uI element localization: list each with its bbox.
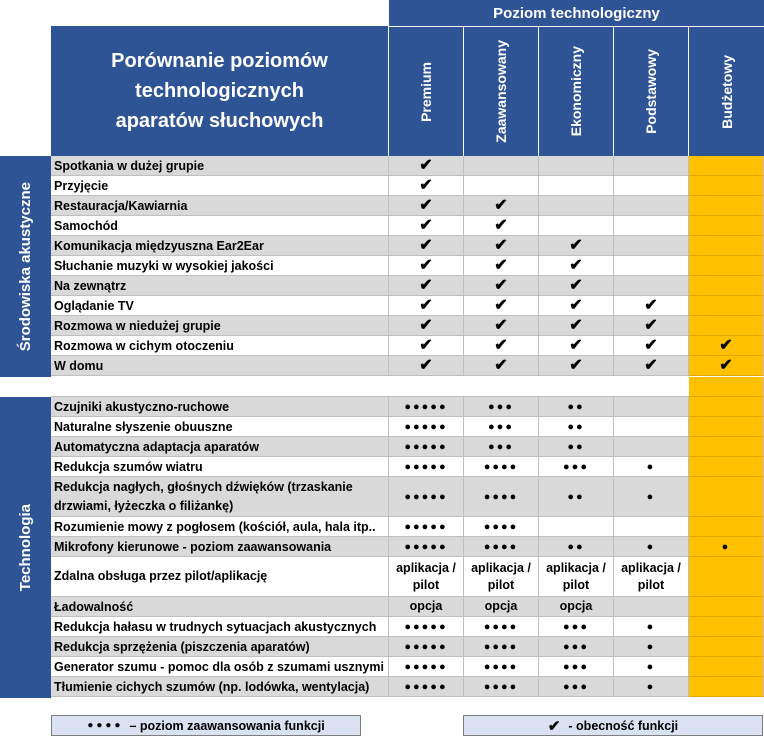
acoustic-row-label: Samochód	[51, 216, 389, 236]
acoustic-cell	[464, 236, 539, 256]
technology-cell	[389, 517, 464, 537]
technology-cell	[689, 477, 764, 517]
technology-row-label: Redukcja nagłych, głośnych dźwięków (trzaskanie drzwiami, łyżeczka o filiżankę)	[51, 477, 389, 517]
check-icon: ✔	[419, 316, 433, 334]
technology-cell	[614, 637, 689, 657]
level-dots: ●●●	[563, 660, 589, 673]
acoustic-cell	[539, 316, 614, 336]
acoustic-row-label: Przyjęcie	[51, 176, 389, 196]
technology-cell	[389, 677, 464, 697]
legend-check	[463, 715, 763, 736]
cell-value: aplikacja / pilot	[396, 560, 456, 592]
acoustic-cell	[689, 176, 764, 196]
technology-cell	[614, 397, 689, 417]
acoustic-cell	[614, 356, 689, 376]
acoustic-cell	[389, 256, 464, 276]
level-dots: ●	[646, 640, 656, 653]
check-icon: ✔	[644, 356, 658, 374]
check-icon: ✔	[494, 236, 508, 254]
level-dots: ●●●●●	[404, 660, 448, 673]
level-dots: ●●●●	[483, 490, 519, 503]
acoustic-cell	[389, 236, 464, 256]
level-dots: ●●●●●	[404, 640, 448, 653]
check-icon: ✔	[494, 316, 508, 334]
technology-cell	[464, 557, 539, 597]
technology-row-label: Rozumienie mowy z pogłosem (kościół, aula, hala itp..	[51, 517, 389, 537]
acoustic-cell	[539, 196, 614, 216]
acoustic-row-label: Rozmowa w niedużej grupie	[51, 316, 389, 336]
technology-row-label: Czujniki akustyczno-ruchowe	[51, 397, 389, 417]
acoustic-cell	[464, 256, 539, 276]
acoustic-cell	[614, 316, 689, 336]
acoustic-cell	[389, 336, 464, 356]
column-header-ekonomiczny	[539, 26, 614, 156]
acoustic-cell	[689, 316, 764, 336]
check-icon: ✔	[569, 256, 583, 274]
level-dots: ●●●●●	[404, 420, 448, 433]
column-header-premium	[389, 26, 464, 156]
check-icon: ✔	[419, 176, 433, 194]
technology-cell	[689, 637, 764, 657]
technology-cell	[614, 677, 689, 697]
legend-dots-symbol: ●●●●	[87, 720, 124, 731]
acoustic-cell	[389, 176, 464, 196]
technology-cell	[689, 517, 764, 537]
technology-cell	[464, 457, 539, 477]
acoustic-cell	[539, 296, 614, 316]
acoustic-cell	[539, 236, 614, 256]
level-dots: ●●●●	[483, 460, 519, 473]
acoustic-cell	[464, 356, 539, 376]
level-dots: ●●●●●	[404, 620, 448, 633]
level-dots: ●●●	[563, 460, 589, 473]
level-dots: ●	[646, 460, 656, 473]
check-icon: ✔	[419, 196, 433, 214]
acoustic-cell	[539, 156, 614, 176]
technology-row-label: Automatyczna adaptacja aparatów	[51, 437, 389, 457]
acoustic-cell	[539, 276, 614, 296]
technology-row-label: Redukcja szumów wiatru	[51, 457, 389, 477]
check-icon: ✔	[494, 276, 508, 294]
level-dots: ●●●●●	[404, 520, 448, 533]
technology-cell	[389, 557, 464, 597]
acoustic-cell	[689, 336, 764, 356]
technology-cell	[614, 517, 689, 537]
technology-cell	[464, 677, 539, 697]
level-dots: ●	[646, 490, 656, 503]
check-icon: ✔	[547, 717, 561, 735]
column-header-label: Podstawowy	[643, 49, 659, 134]
technology-cell	[614, 417, 689, 437]
level-dots: ●●●●●	[404, 540, 448, 553]
acoustic-cell	[464, 216, 539, 236]
main-title-cell	[51, 26, 389, 156]
technology-cell	[539, 517, 614, 537]
check-icon: ✔	[419, 336, 433, 354]
acoustic-cell	[539, 356, 614, 376]
level-dots: ●●	[567, 490, 585, 503]
check-icon: ✔	[569, 296, 583, 314]
check-icon: ✔	[419, 236, 433, 254]
legend-check-text: - obecność funkcji	[568, 718, 679, 733]
technology-cell	[539, 537, 614, 557]
column-header-label: Ekonomiczny	[568, 46, 584, 137]
check-icon: ✔	[419, 276, 433, 294]
level-dots: ●●●●	[483, 520, 519, 533]
technology-row-label: Naturalne słyszenie obuuszne	[51, 417, 389, 437]
level-dots: ●●●●●	[404, 680, 448, 693]
check-icon: ✔	[419, 216, 433, 234]
legend-dots	[51, 715, 361, 736]
level-dots: ●●●●●	[404, 490, 448, 503]
budget-spacer-cell	[689, 377, 764, 397]
acoustic-cell	[464, 176, 539, 196]
acoustic-cell	[464, 156, 539, 176]
acoustic-cell	[689, 196, 764, 216]
column-header-budzetowy	[689, 26, 764, 156]
section-label-acoustic	[0, 156, 51, 377]
technology-row-label: Zdalna obsługa przez pilot/aplikację	[51, 557, 389, 597]
acoustic-row-label: W domu	[51, 356, 389, 376]
acoustic-cell	[389, 156, 464, 176]
technology-cell	[464, 477, 539, 517]
acoustic-row-label: Restauracja/Kawiarnia	[51, 196, 389, 216]
acoustic-cell	[389, 276, 464, 296]
acoustic-cell	[689, 236, 764, 256]
level-dots: ●●●●	[483, 640, 519, 653]
acoustic-cell	[689, 356, 764, 376]
cell-value: opcja	[409, 599, 443, 614]
level-dots: ●●	[567, 400, 585, 413]
check-icon: ✔	[494, 196, 508, 214]
level-dots: ●●●●●	[404, 440, 448, 453]
acoustic-cell	[614, 296, 689, 316]
check-icon: ✔	[569, 336, 583, 354]
check-icon: ✔	[569, 236, 583, 254]
technology-cell	[614, 457, 689, 477]
check-icon: ✔	[419, 356, 433, 374]
acoustic-cell	[614, 156, 689, 176]
technology-cell	[539, 477, 614, 517]
check-icon: ✔	[644, 296, 658, 314]
check-icon: ✔	[719, 336, 733, 354]
cell-value: aplikacja / pilot	[621, 560, 681, 592]
technology-cell	[689, 597, 764, 617]
technology-cell	[464, 517, 539, 537]
acoustic-cell	[689, 216, 764, 236]
technology-cell	[539, 617, 614, 637]
check-icon: ✔	[569, 276, 583, 294]
column-header-podstawowy	[614, 26, 689, 156]
level-dots: ●●●●	[483, 620, 519, 633]
check-icon: ✔	[419, 256, 433, 274]
acoustic-cell	[464, 196, 539, 216]
level-dots: ●	[646, 680, 656, 693]
acoustic-cell	[539, 336, 614, 356]
technology-cell	[539, 397, 614, 417]
cell-value: aplikacja / pilot	[471, 560, 531, 592]
level-dots: ●●	[567, 540, 585, 553]
check-icon: ✔	[569, 316, 583, 334]
level-dots: ●	[646, 660, 656, 673]
acoustic-cell	[389, 196, 464, 216]
technology-cell	[614, 437, 689, 457]
technology-cell	[539, 417, 614, 437]
acoustic-cell	[389, 216, 464, 236]
acoustic-cell	[389, 316, 464, 336]
acoustic-cell	[389, 296, 464, 316]
acoustic-row-label: Komunikacja międzyuszna Ear2Ear	[51, 236, 389, 256]
check-icon: ✔	[419, 296, 433, 314]
acoustic-cell	[614, 236, 689, 256]
technology-cell	[464, 537, 539, 557]
acoustic-cell	[689, 256, 764, 276]
check-icon: ✔	[569, 356, 583, 374]
technology-cell	[689, 557, 764, 597]
technology-cell	[389, 437, 464, 457]
level-dots: ●●	[567, 420, 585, 433]
technology-cell	[389, 637, 464, 657]
technology-cell	[539, 457, 614, 477]
level-dots: ●●●●	[483, 680, 519, 693]
technology-cell	[689, 537, 764, 557]
technology-cell	[614, 537, 689, 557]
technology-cell	[689, 417, 764, 437]
technology-row-label: Tłumienie cichych szumów (np. lodówka, wentylacja)	[51, 677, 389, 697]
level-dots: ●	[646, 620, 656, 633]
acoustic-row-label: Oglądanie TV	[51, 296, 389, 316]
technology-row-label: Redukcja hałasu w trudnych sytuacjach akustycznych	[51, 617, 389, 637]
check-icon: ✔	[494, 356, 508, 374]
column-header-zaawansowany	[464, 26, 539, 156]
column-header-label: Premium	[418, 61, 434, 122]
check-icon: ✔	[419, 156, 433, 174]
technology-cell	[539, 557, 614, 597]
page-title: Porównanie poziomów technologicznych aparatów słuchowych	[111, 50, 328, 132]
level-dots: ●●●	[488, 400, 514, 413]
cell-value: opcja	[559, 599, 593, 614]
level-title-bar	[389, 0, 764, 26]
technology-cell	[389, 457, 464, 477]
technology-row-label: Ładowalność	[51, 597, 389, 617]
technology-cell	[389, 397, 464, 417]
technology-cell	[389, 657, 464, 677]
technology-cell	[464, 417, 539, 437]
technology-cell	[689, 677, 764, 697]
technology-cell	[689, 437, 764, 457]
technology-cell	[689, 457, 764, 477]
acoustic-cell	[539, 176, 614, 196]
level-dots: ●	[646, 540, 656, 553]
technology-row-label: Generator szumu - pomoc dla osób z szumami usznymi	[51, 657, 389, 677]
technology-cell	[464, 397, 539, 417]
technology-cell	[539, 677, 614, 697]
technology-cell	[389, 417, 464, 437]
level-dots: ●●●●●	[404, 460, 448, 473]
level-dots: ●●	[567, 440, 585, 453]
section-label-technology	[0, 397, 51, 698]
check-icon: ✔	[494, 256, 508, 274]
acoustic-row-label: Rozmowa w cichym otoczeniu	[51, 336, 389, 356]
level-dots: ●●●●	[483, 540, 519, 553]
check-icon: ✔	[494, 216, 508, 234]
technology-row-label: Redukcja sprzężenia (piszczenia aparatów)	[51, 637, 389, 657]
check-icon: ✔	[494, 296, 508, 314]
level-dots: ●	[721, 540, 731, 553]
level-dots: ●●●●	[483, 660, 519, 673]
acoustic-cell	[689, 156, 764, 176]
level-dots: ●●●	[563, 640, 589, 653]
column-header-label: Zaawansowany	[493, 40, 509, 143]
technology-row-label: Mikrofony kierunowe - poziom zaawansowania	[51, 537, 389, 557]
acoustic-row-label: Na zewnątrz	[51, 276, 389, 296]
technology-cell	[389, 617, 464, 637]
level-title: Poziom technologiczny	[493, 4, 660, 22]
technology-cell	[464, 617, 539, 637]
level-dots: ●●●●●	[404, 400, 448, 413]
check-icon: ✔	[494, 336, 508, 354]
acoustic-cell	[464, 316, 539, 336]
column-header-label: Budżetowy	[718, 54, 735, 129]
acoustic-cell	[689, 276, 764, 296]
acoustic-cell	[614, 176, 689, 196]
acoustic-cell	[464, 276, 539, 296]
technology-cell	[539, 597, 614, 617]
acoustic-cell	[464, 336, 539, 356]
acoustic-row-label: Spotkania w dużej grupie	[51, 156, 389, 176]
technology-cell	[614, 557, 689, 597]
technology-cell	[539, 657, 614, 677]
acoustic-cell	[539, 216, 614, 236]
cell-value: aplikacja / pilot	[546, 560, 606, 592]
technology-cell	[464, 657, 539, 677]
level-dots: ●●●	[488, 440, 514, 453]
acoustic-cell	[614, 276, 689, 296]
technology-cell	[464, 597, 539, 617]
technology-cell	[389, 477, 464, 517]
technology-cell	[614, 617, 689, 637]
acoustic-cell	[539, 256, 614, 276]
acoustic-cell	[464, 296, 539, 316]
section-label-text: Środowiska akustyczne	[17, 181, 34, 352]
technology-cell	[614, 657, 689, 677]
acoustic-cell	[614, 256, 689, 276]
technology-cell	[689, 397, 764, 417]
spacer-row	[51, 377, 764, 397]
technology-cell	[689, 657, 764, 677]
cell-value: opcja	[484, 599, 518, 614]
level-dots: ●●●	[563, 620, 589, 633]
technology-cell	[464, 637, 539, 657]
level-dots: ●●●	[563, 680, 589, 693]
technology-cell	[539, 637, 614, 657]
check-icon: ✔	[644, 336, 658, 354]
level-dots: ●●●	[488, 420, 514, 433]
acoustic-cell	[689, 296, 764, 316]
acoustic-cell	[614, 336, 689, 356]
check-icon: ✔	[644, 316, 658, 334]
technology-cell	[464, 437, 539, 457]
acoustic-row-label: Słuchanie muzyki w wysokiej jakości	[51, 256, 389, 276]
acoustic-cell	[614, 196, 689, 216]
technology-cell	[614, 597, 689, 617]
technology-cell	[689, 617, 764, 637]
technology-cell	[539, 437, 614, 457]
section-label-text: Technologia	[17, 503, 34, 592]
technology-cell	[389, 537, 464, 557]
acoustic-cell	[389, 356, 464, 376]
acoustic-cell	[614, 216, 689, 236]
legend-dots-text: – poziom zaawansowania funkcji	[129, 718, 325, 733]
check-icon: ✔	[719, 356, 733, 374]
technology-cell	[389, 597, 464, 617]
technology-cell	[614, 477, 689, 517]
